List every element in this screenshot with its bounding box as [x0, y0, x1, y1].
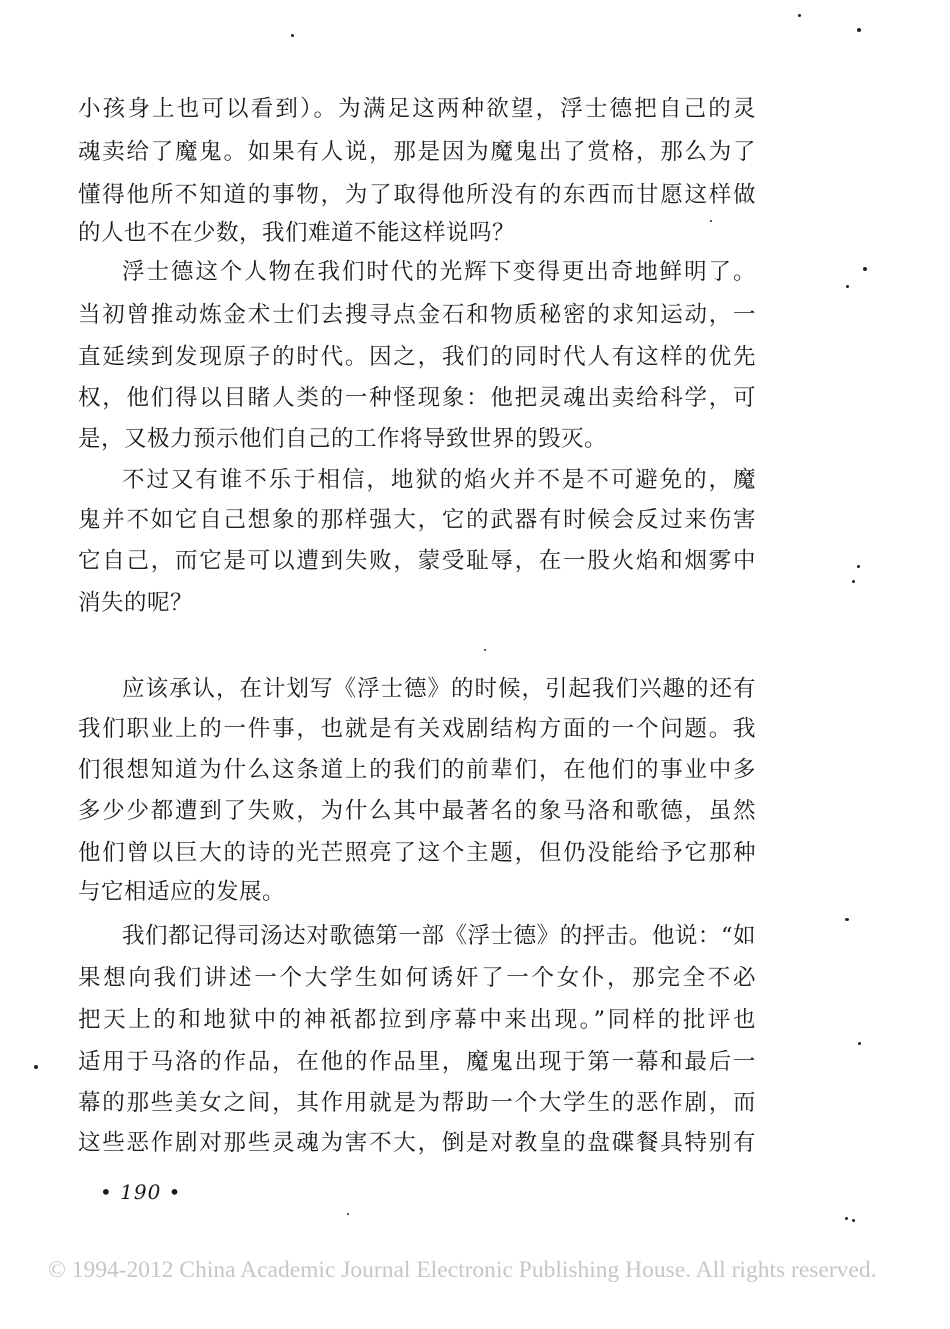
text-line: 他们曾以巨大的诗的光芒照亮了这个主题，但仍没能给予它那种 [78, 840, 756, 866]
scan-speck [857, 565, 860, 568]
scan-speck [846, 285, 849, 288]
text-line: 懂得他所不知道的事物，为了取得他所没有的东西而甘愿这样做 [78, 182, 756, 208]
text-line: 应该承认，在计划写《浮士德》的时候，引起我们兴趣的还有 [122, 676, 756, 702]
page-number: • 190 • [100, 1180, 182, 1204]
scan-speck [863, 267, 867, 271]
text-line: 魂卖给了魔鬼。如果有人说，那是因为魔鬼出了赏格，那么为了 [78, 139, 756, 165]
text-line: 消失的呢？ [78, 590, 194, 616]
scan-speck [798, 14, 801, 17]
scan-speck [34, 1065, 38, 1069]
text-line: 适用于马洛的作品，在他的作品里，魔鬼出现于第一幕和最后一 [78, 1049, 756, 1075]
scan-speck [845, 1217, 848, 1220]
scan-speck [347, 1213, 349, 1215]
scan-speck [858, 1042, 861, 1045]
scan-speck [852, 1219, 855, 1222]
text-line: 它自己，而它是可以遭到失败，蒙受耻辱，在一股火焰和烟雾中 [78, 548, 756, 574]
text-line: 当初曾推动炼金术士们去搜寻点金石和物质秘密的求知运动，一 [78, 302, 756, 328]
text-line: 与它相适应的发展。 [78, 879, 286, 905]
scan-speck [291, 34, 294, 37]
scan-speck [857, 28, 861, 32]
text-line: 我们职业上的一件事，也就是有关戏剧结构方面的一个问题。我 [78, 716, 756, 742]
text-line: 多少少都遭到了失败，为什么其中最著名的象马洛和歌德，虽然 [78, 798, 756, 824]
scan-speck [484, 649, 486, 651]
text-line: 幕的那些美女之间，其作用就是为帮助一个大学生的恶作剧，而 [78, 1090, 756, 1116]
text-line: 不过又有谁不乐于相信，地狱的焰火并不是不可避免的，魔 [122, 467, 756, 493]
text-line: 直延续到发现原子的时代。因之，我们的同时代人有这样的优先 [78, 344, 756, 370]
text-line: 这些恶作剧对那些灵魂为害不大，倒是对教皇的盘碟餐具特别有 [78, 1130, 756, 1156]
scan-speck [710, 220, 712, 222]
scan-speck [852, 580, 855, 583]
text-line: 们很想知道为什么这条道上的我们的前辈们，在他们的事业中多 [78, 757, 756, 783]
text-line: 小孩身上也可以看到）。为满足这两种欲望，浮士德把自己的灵 [78, 96, 756, 122]
text-line: 我们都记得司汤达对歌德第一部《浮士德》的抨击。他说：“如 [122, 923, 756, 949]
text-line: 的人也不在少数，我们难道不能这样说吗？ [78, 220, 516, 246]
text-line: 权，他们得以目睹人类的一种怪现象：他把灵魂出卖给科学，可 [78, 385, 756, 411]
text-line: 鬼并不如它自己想象的那样强大，它的武器有时候会反过来伤害 [78, 507, 756, 533]
text-line: 是，又极力预示他们自己的工作将导致世界的毁灭。 [78, 426, 608, 452]
text-line: 把天上的和地狱中的神祇都拉到序幕中来出现。”同样的批评也 [78, 1007, 756, 1033]
text-line: 果想向我们讲述一个大学生如何诱奸了一个女仆，那完全不必 [78, 965, 756, 991]
scan-speck [845, 918, 849, 921]
text-line: 浮士德这个人物在我们时代的光辉下变得更出奇地鲜明了。 [122, 259, 756, 285]
copyright-watermark: © 1994-2012 China Academic Journal Electronic Publishing House. All rights reserved. [48, 1257, 877, 1283]
